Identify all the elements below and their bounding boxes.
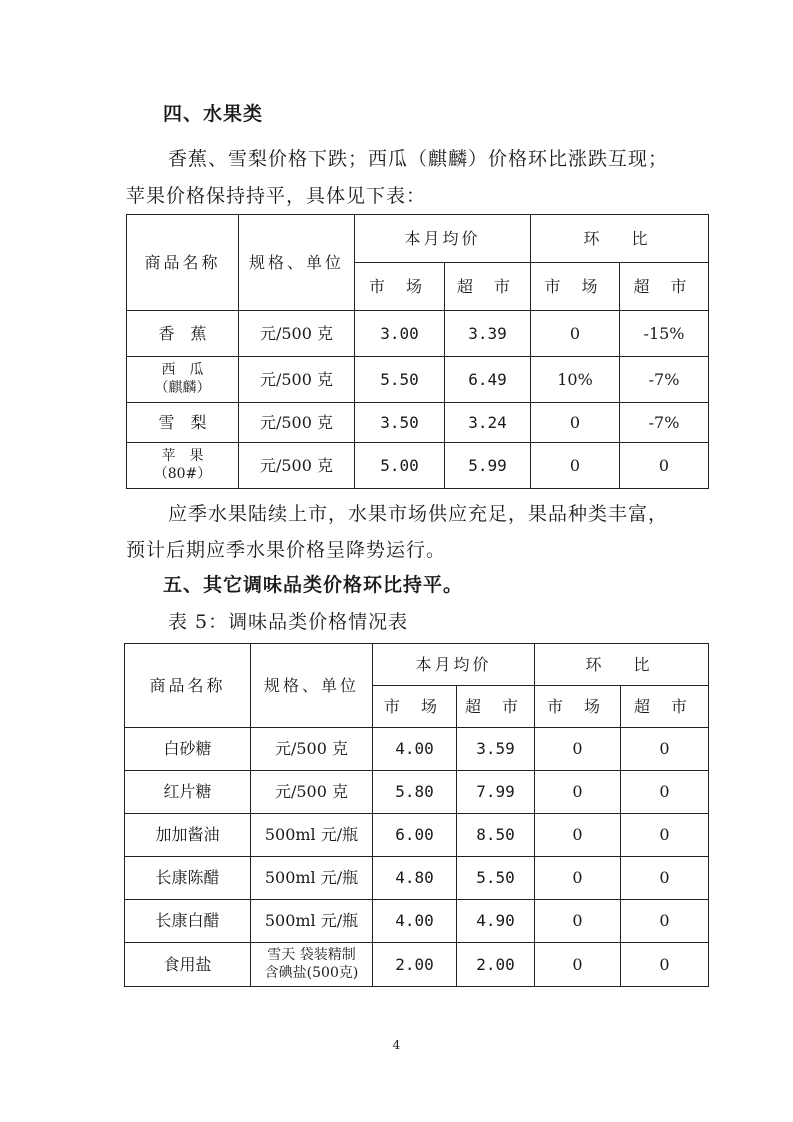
product-name (127, 443, 239, 489)
market-ratio: 0 (535, 900, 621, 943)
market-ratio: 10% (531, 357, 620, 403)
header-market-price: 市 场 (355, 263, 445, 311)
supermarket-price: 8.50 (457, 814, 535, 857)
header-supermarket-ratio: 超 市 (620, 263, 709, 311)
header-market-ratio: 市 场 (535, 686, 621, 728)
market-price: 4.00 (373, 900, 457, 943)
market-price: 5.50 (355, 357, 445, 403)
table-row (127, 443, 709, 489)
product-name: 红片糖 (125, 771, 251, 814)
product-name: 香 蕉 (127, 311, 239, 357)
table-row (125, 900, 709, 943)
supermarket-price: 5.99 (445, 443, 531, 489)
table-row (127, 403, 709, 443)
product-name-line-2: （麒麟） (154, 379, 211, 396)
supermarket-ratio: 0 (621, 728, 709, 771)
supermarket-price: 4.90 (457, 900, 535, 943)
header-month-on-month: 环 比 (531, 215, 709, 263)
market-price: 4.80 (373, 857, 457, 900)
outlook-paragraph-line-1: 应季水果陆续上市，水果市场供应充足，果品种类丰富， (168, 503, 669, 525)
market-price: 6.00 (373, 814, 457, 857)
header-spec-unit: 规格、单位 (239, 215, 355, 311)
table-row (125, 943, 709, 987)
condiment-price-table (124, 643, 709, 987)
product-name: 加加酱油 (125, 814, 251, 857)
fruit-paragraph-line-2: 苹果价格保持持平，具体见下表： (126, 185, 427, 207)
product-name: 长康白醋 (125, 900, 251, 943)
supermarket-price: 5.50 (457, 857, 535, 900)
product-name: 食用盐 (125, 943, 251, 987)
supermarket-price: 6.49 (445, 357, 531, 403)
supermarket-price: 3.24 (445, 403, 531, 443)
supermarket-price: 3.39 (445, 311, 531, 357)
product-unit: 元/500 克 (239, 443, 355, 489)
product-name-line-1: 苹 果 (161, 448, 204, 464)
table-row (125, 814, 709, 857)
product-unit: 500ml 元/瓶 (251, 900, 373, 943)
product-unit: 元/500 克 (239, 357, 355, 403)
table-caption: 表 5：调味品类价格情况表 (168, 611, 409, 633)
market-ratio: 0 (535, 814, 621, 857)
product-unit (251, 943, 373, 987)
supermarket-price: 3.59 (457, 728, 535, 771)
header-spec-unit: 规格、单位 (251, 644, 373, 728)
header-monthly-average: 本月均价 (373, 644, 535, 686)
market-price: 3.00 (355, 311, 445, 357)
fruit-price-table (126, 214, 709, 489)
supermarket-ratio: 0 (621, 814, 709, 857)
section-heading-condiments: 五、其它调味品类价格环比持平。 (163, 574, 464, 596)
header-market-ratio: 市 场 (531, 263, 620, 311)
product-name: 雪 梨 (127, 403, 239, 443)
market-price: 5.00 (355, 443, 445, 489)
supermarket-ratio: 0 (620, 443, 709, 489)
supermarket-price: 7.99 (457, 771, 535, 814)
product-unit: 元/500 克 (239, 403, 355, 443)
market-price: 3.50 (355, 403, 445, 443)
product-unit: 元/500 克 (251, 771, 373, 814)
header-monthly-average: 本月均价 (355, 215, 531, 263)
product-unit: 元/500 克 (239, 311, 355, 357)
table-row (125, 728, 709, 771)
header-market-price: 市 场 (373, 686, 457, 728)
product-name (127, 357, 239, 403)
header-product-name: 商品名称 (125, 644, 251, 728)
market-ratio: 0 (531, 443, 620, 489)
product-name-line-1: 西 瓜 (161, 362, 204, 378)
product-name-line-2: （80#） (153, 465, 212, 482)
header-product-name: 商品名称 (127, 215, 239, 311)
header-supermarket-price: 超 市 (445, 263, 531, 311)
header-supermarket-ratio: 超 市 (621, 686, 709, 728)
supermarket-ratio: -15% (620, 311, 709, 357)
market-ratio: 0 (535, 728, 621, 771)
market-ratio: 0 (531, 311, 620, 357)
product-unit: 500ml 元/瓶 (251, 857, 373, 900)
supermarket-ratio: 0 (621, 857, 709, 900)
section-heading-fruit: 四、水果类 (163, 103, 264, 125)
header-month-on-month: 环 比 (535, 644, 709, 686)
supermarket-ratio: 0 (621, 900, 709, 943)
market-ratio: 0 (535, 771, 621, 814)
supermarket-ratio: 0 (621, 943, 709, 987)
supermarket-price: 2.00 (457, 943, 535, 987)
table-row (125, 771, 709, 814)
supermarket-ratio: 0 (621, 771, 709, 814)
product-unit: 500ml 元/瓶 (251, 814, 373, 857)
outlook-paragraph-line-2: 预计后期应季水果价格呈降势运行。 (126, 539, 447, 561)
fruit-paragraph-line-1: 香蕉、雪梨价格下跌；西瓜（麒麟）价格环比涨跌互现； (168, 148, 669, 170)
market-ratio: 0 (531, 403, 620, 443)
page-number: 4 (392, 1038, 401, 1052)
product-unit: 元/500 克 (251, 728, 373, 771)
market-ratio: 0 (535, 857, 621, 900)
market-price: 5.80 (373, 771, 457, 814)
product-name: 长康陈醋 (125, 857, 251, 900)
market-price: 2.00 (373, 943, 457, 987)
product-unit-line-2: 含碘盐(500克) (264, 964, 359, 981)
market-price: 4.00 (373, 728, 457, 771)
table-row (127, 357, 709, 403)
market-ratio: 0 (535, 943, 621, 987)
header-supermarket-price: 超 市 (457, 686, 535, 728)
supermarket-ratio: -7% (620, 357, 709, 403)
table-row (127, 311, 709, 357)
product-name: 白砂糖 (125, 728, 251, 771)
table-row (125, 857, 709, 900)
product-unit-line-1: 雪天 袋装精制 (267, 947, 356, 963)
supermarket-ratio: -7% (620, 403, 709, 443)
